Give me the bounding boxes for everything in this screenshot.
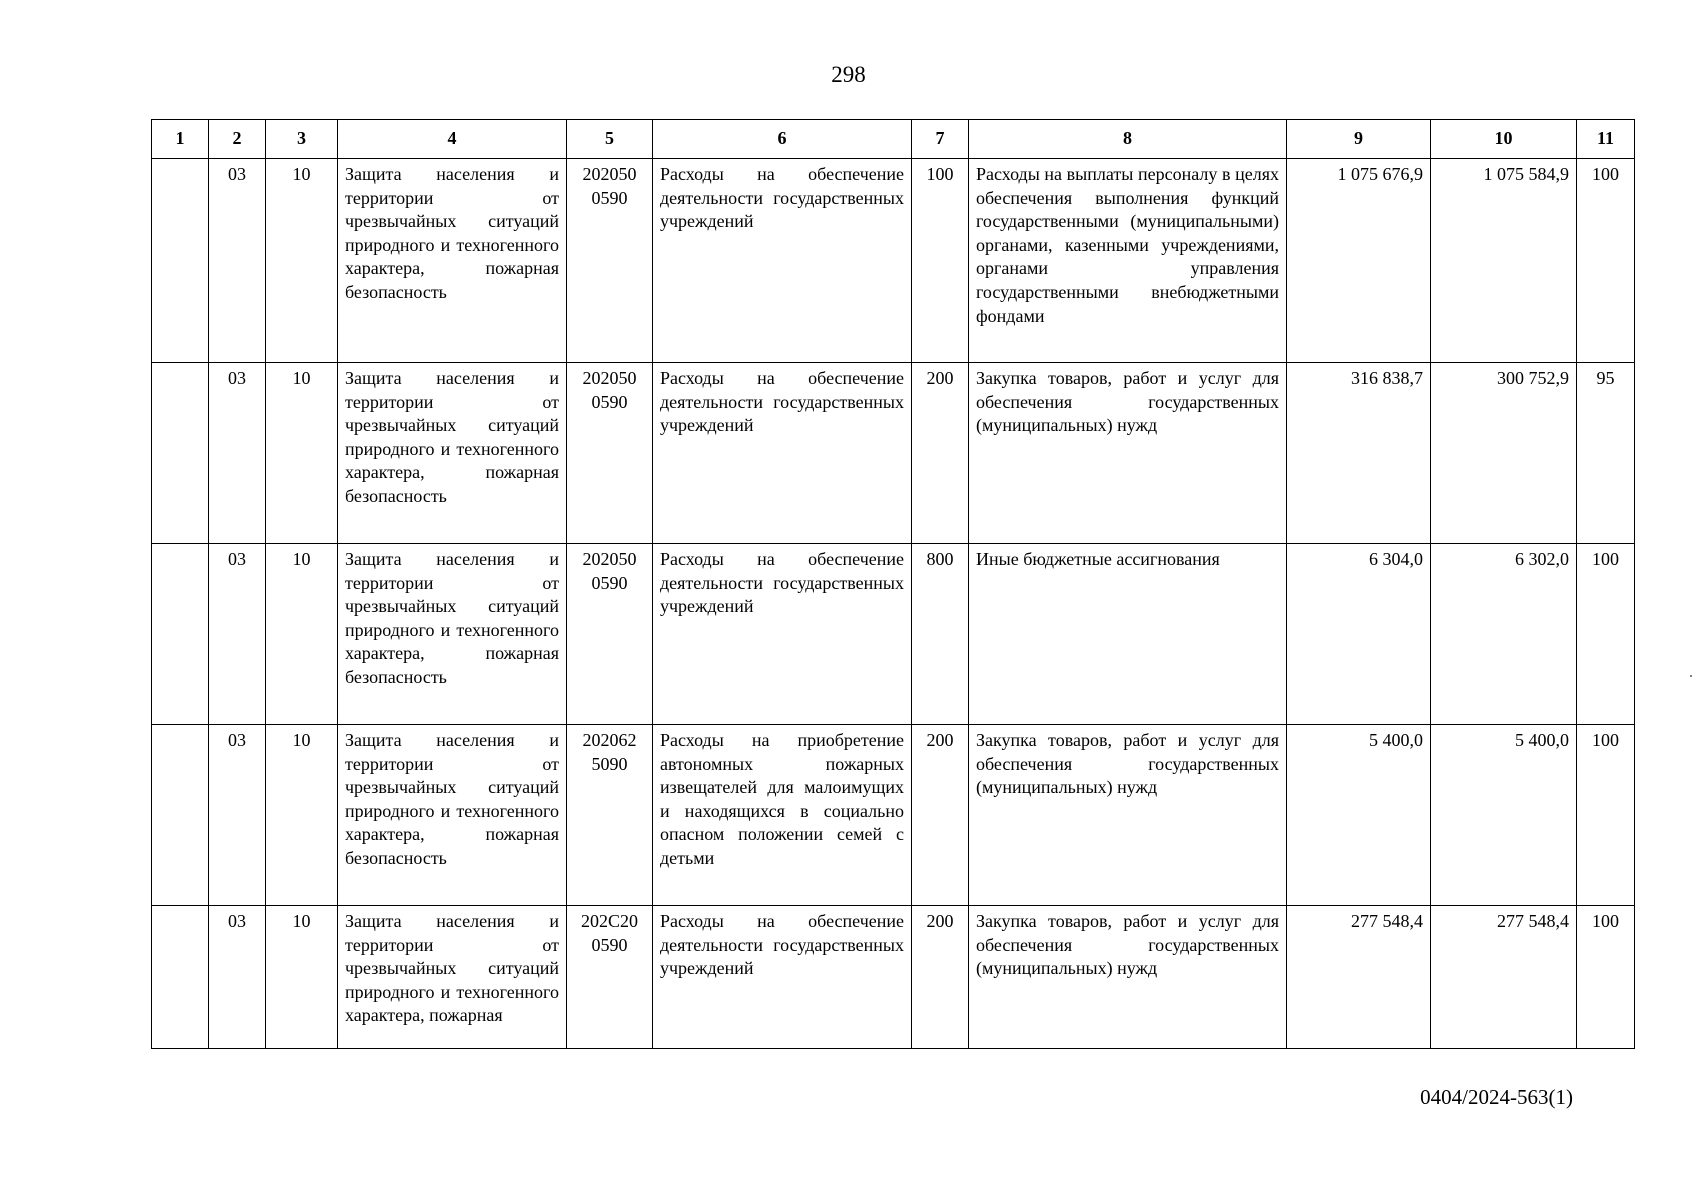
cell-section: 03 [209, 725, 266, 906]
cell-target-code: 202050 0590 [567, 544, 653, 725]
cell-expense-type-code: 200 [912, 725, 969, 906]
cell-percent: 100 [1577, 544, 1635, 725]
cell-subsection-name: Защита населения и территории от чрезвычайных ситуаций природного и техногенного характера, пожарная безопасность [338, 363, 567, 544]
cell-expense-type-code: 200 [912, 363, 969, 544]
cell-col1 [152, 906, 209, 1049]
cell-expense-type-name: Закупка товаров, работ и услуг для обеспечения государственных (муниципальных) нужд [969, 363, 1287, 544]
scan-speck [1690, 675, 1692, 677]
cell-target-name: Расходы на обеспечение деятельности государственных учреждений [653, 906, 912, 1049]
cell-section: 03 [209, 159, 266, 363]
cell-planned-amount: 316 838,7 [1287, 363, 1431, 544]
cell-actual-amount: 277 548,4 [1431, 906, 1577, 1049]
header-cell: 4 [338, 120, 567, 159]
cell-section: 03 [209, 544, 266, 725]
cell-target-name: Расходы на обеспечение деятельности государственных учреждений [653, 159, 912, 363]
header-cell: 6 [653, 120, 912, 159]
cell-expense-type-code: 100 [912, 159, 969, 363]
cell-actual-amount: 5 400,0 [1431, 725, 1577, 906]
cell-section: 03 [209, 906, 266, 1049]
cell-subsection: 10 [266, 544, 338, 725]
cell-expense-type-name: Расходы на выплаты персоналу в целях обеспечения выполнения функций государственными (муниципальными) органами, казенными учреждениями, органами управления государственными внебюджетными фондами [969, 159, 1287, 363]
document-registration-number: 0404/2024-563(1) [1420, 1085, 1573, 1109]
cell-percent: 100 [1577, 159, 1635, 363]
table-row [152, 363, 1635, 544]
header-cell: 5 [567, 120, 653, 159]
header-cell: 2 [209, 120, 266, 159]
cell-subsection: 10 [266, 363, 338, 544]
cell-section: 03 [209, 363, 266, 544]
cell-planned-amount: 1 075 676,9 [1287, 159, 1431, 363]
cell-planned-amount: 277 548,4 [1287, 906, 1431, 1049]
header-cell: 7 [912, 120, 969, 159]
cell-planned-amount: 5 400,0 [1287, 725, 1431, 906]
cell-expense-type-code: 800 [912, 544, 969, 725]
cell-col1 [152, 159, 209, 363]
header-cell: 11 [1577, 120, 1635, 159]
cell-subsection-name: Защита населения и территории от чрезвычайных ситуаций природного и техногенного характера, пожарная безопасность [338, 725, 567, 906]
cell-target-code: 202062 5090 [567, 725, 653, 906]
cell-expense-type-code: 200 [912, 906, 969, 1049]
header-cell: 8 [969, 120, 1287, 159]
cell-subsection-name: Защита населения и территории от чрезвычайных ситуаций природного и техногенного характера, пожарная безопасность [338, 544, 567, 725]
cell-subsection: 10 [266, 906, 338, 1049]
cell-target-code: 202С20 0590 [567, 906, 653, 1049]
cell-subsection: 10 [266, 725, 338, 906]
cell-col1 [152, 544, 209, 725]
page-number: 298 [831, 62, 866, 87]
cell-col1 [152, 725, 209, 906]
cell-subsection: 10 [266, 159, 338, 363]
header-cell: 9 [1287, 120, 1431, 159]
cell-target-name: Расходы на приобретение автономных пожарных извещателей для малоимущих и находящихся в социально опасном положении семей с детьми [653, 725, 912, 906]
table-row [152, 725, 1635, 906]
budget-table [151, 119, 1635, 1049]
header-cell: 1 [152, 120, 209, 159]
cell-percent: 100 [1577, 725, 1635, 906]
cell-actual-amount: 1 075 584,9 [1431, 159, 1577, 363]
cell-target-name: Расходы на обеспечение деятельности государственных учреждений [653, 363, 912, 544]
cell-target-code: 202050 0590 [567, 363, 653, 544]
cell-target-code: 202050 0590 [567, 159, 653, 363]
table-row [152, 544, 1635, 725]
table-row [152, 906, 1635, 1049]
cell-actual-amount: 300 752,9 [1431, 363, 1577, 544]
cell-actual-amount: 6 302,0 [1431, 544, 1577, 725]
cell-col1 [152, 363, 209, 544]
table-header-row [152, 120, 1635, 159]
cell-expense-type-name: Иные бюджетные ассигнования [969, 544, 1287, 725]
cell-subsection-name: Защита населения и территории от чрезвычайных ситуаций природного и техногенного характера, пожарная [338, 906, 567, 1049]
cell-subsection-name: Защита населения и территории от чрезвычайных ситуаций природного и техногенного характера, пожарная безопасность [338, 159, 567, 363]
cell-expense-type-name: Закупка товаров, работ и услуг для обеспечения государственных (муниципальных) нужд [969, 725, 1287, 906]
cell-percent: 95 [1577, 363, 1635, 544]
cell-expense-type-name: Закупка товаров, работ и услуг для обеспечения государственных (муниципальных) нужд [969, 906, 1287, 1049]
table-row [152, 159, 1635, 363]
cell-target-name: Расходы на обеспечение деятельности государственных учреждений [653, 544, 912, 725]
header-cell: 10 [1431, 120, 1577, 159]
header-cell: 3 [266, 120, 338, 159]
cell-percent: 100 [1577, 906, 1635, 1049]
cell-planned-amount: 6 304,0 [1287, 544, 1431, 725]
